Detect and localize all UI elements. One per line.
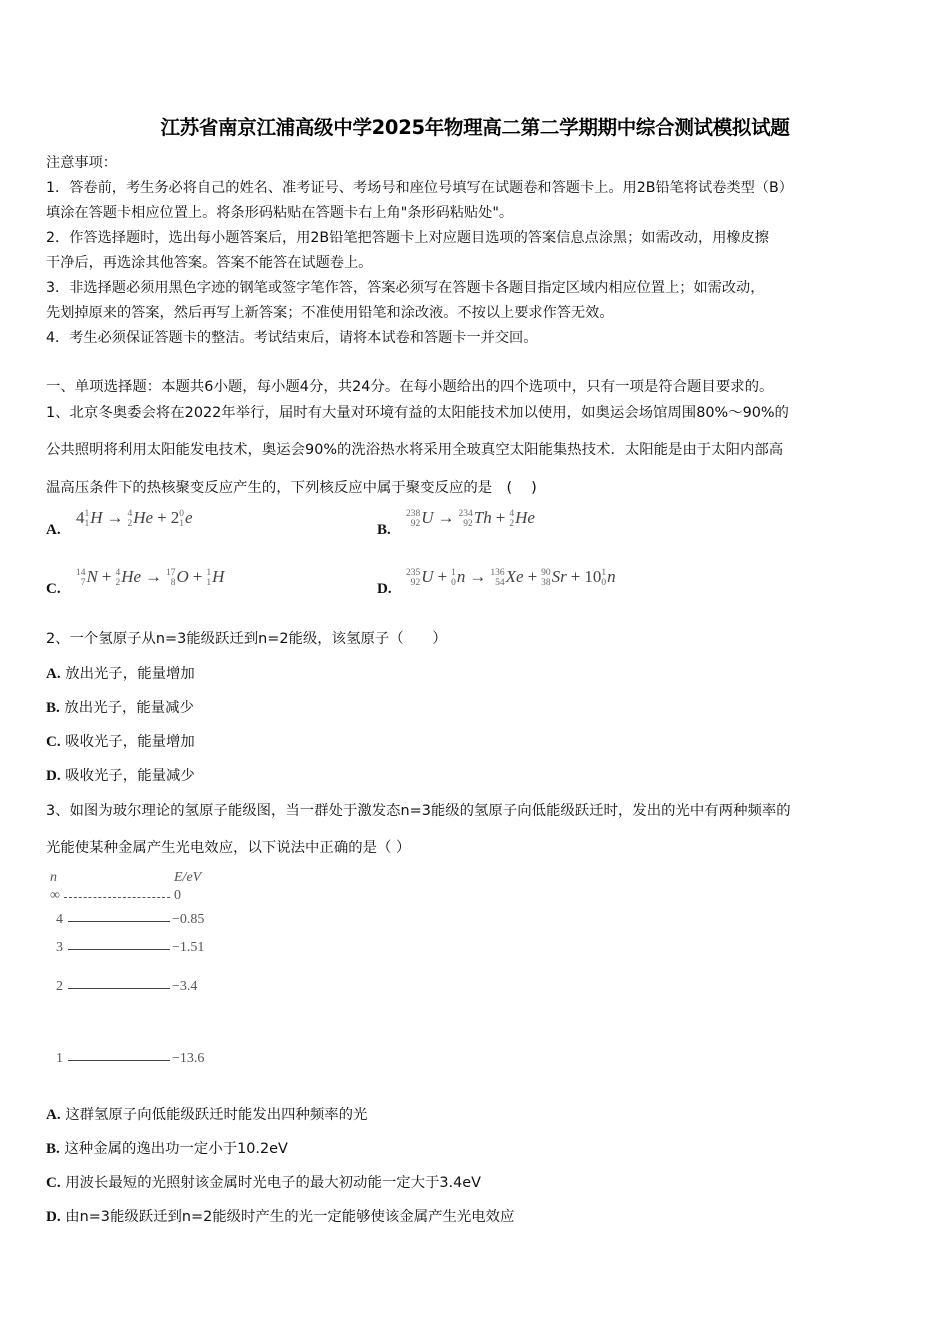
operator: +	[527, 567, 538, 586]
element-symbol: O	[176, 567, 189, 586]
element-symbol: He	[121, 567, 142, 586]
element-symbol: Xe	[505, 567, 524, 586]
operator: +	[570, 567, 581, 586]
coefficient: 2	[170, 508, 180, 527]
element-symbol: H	[90, 508, 103, 527]
option-text: 吸收光子，能量增加	[65, 734, 195, 750]
option-label: D.	[46, 768, 61, 784]
element-symbol: He	[515, 508, 535, 527]
q1-stem-line: 温高压条件下的热核聚变反应产生的，下列核反应中属于聚变反应的是 ( )	[46, 480, 537, 496]
element-symbol: U	[421, 508, 434, 527]
isotope-numbers: 136 54	[490, 568, 505, 589]
level-line-infinity	[64, 897, 170, 898]
q1-option-b-label: B.	[377, 522, 391, 538]
notice-line: 2．作答选择题时，选出每小题答案后，用2B铅笔把答题卡上对应题目选项的答案信息点涂黑；如需改动，用橡皮擦	[46, 230, 769, 246]
option-label: B.	[46, 700, 60, 716]
isotope-numbers: 0 1	[179, 509, 184, 530]
q1-option-d-equation	[406, 567, 616, 588]
level-energy-label: −0.85	[172, 912, 205, 927]
q2-option-c	[46, 730, 195, 751]
isotope-numbers: 90 38	[541, 568, 551, 589]
notice-line: 1．答卷前，考生务必将自己的姓名、准考证号、考场号和座位号填写在试题卷和答题卡上。用2B铅笔将试卷类型（B）	[46, 180, 793, 196]
q3-option-a	[46, 1103, 367, 1124]
q3-stem-line: 3、如图为玻尔理论的氢原子能级图，当一群处于激发态n=3能级的氢原子向低能级跃迁时，发出的光中有两种频率的	[46, 803, 791, 819]
level-energy-label: −3.4	[172, 979, 198, 994]
isotope-numbers: 4 2	[115, 568, 121, 589]
option-label: A.	[46, 1107, 61, 1123]
isotope-numbers: 235 92	[406, 568, 421, 589]
q1-option-c-label: C.	[46, 581, 61, 597]
element-symbol: e	[184, 508, 193, 527]
option-label: C.	[46, 1175, 61, 1191]
energy-level-diagram	[46, 868, 236, 1073]
level-energy-label: −1.51	[172, 940, 205, 955]
q1-option-a-equation	[76, 508, 193, 529]
operator: +	[157, 508, 167, 527]
notice-line: 3．非选择题必须用黑色字迹的钢笔或签字笔作答，答案必须写在答题卡各题目指定区域内相应位置上；如需改动，	[46, 280, 765, 296]
level-n-label: 2	[56, 979, 63, 994]
notice-heading: 注意事项：	[46, 155, 117, 171]
q1-option-a-label: A.	[46, 522, 61, 538]
level-line-4	[68, 921, 170, 922]
isotope-numbers: 1 0	[601, 568, 607, 589]
coefficient: 4	[76, 508, 85, 527]
level-n-label: 3	[56, 940, 63, 955]
level-energy-label: 0	[174, 888, 181, 903]
element-symbol: Sr	[551, 567, 567, 586]
q3-option-c	[46, 1171, 481, 1192]
page-title: 江苏省南京江浦高级中学2025年物理高二第二学期期中综合测试模拟试题	[160, 116, 790, 139]
q3-option-b	[46, 1137, 288, 1158]
option-text: 放出光子，能量减少	[64, 700, 194, 716]
option-label: C.	[46, 734, 61, 750]
level-n-label: ∞	[50, 888, 60, 903]
option-text: 这种金属的逸出功一定小于10.2eV	[64, 1141, 288, 1157]
q3-stem-line: 光能使某种金属产生光电效应，以下说法中正确的是（ ）	[46, 840, 411, 856]
isotope-numbers: 4 2	[127, 509, 133, 530]
option-text: 放出光子，能量增加	[65, 666, 195, 682]
isotope-numbers: 4 2	[509, 509, 515, 530]
q2-stem: 2、一个氢原子从n=3能级跃迁到n=2能级，该氢原子（ ）	[46, 631, 447, 647]
q1-stem-line: 公共照明将利用太阳能发电技术，奥运会90%的洗浴热水将采用全玻真空太阳能集热技术．太阳能是由于太阳内部高	[46, 442, 784, 458]
isotope-numbers: 1 0	[451, 568, 456, 589]
section-heading: 一、单项选择题：本题共6小题，每小题4分，共24分。在每小题给出的四个选项中，只有一项是符合题目要求的。	[46, 379, 774, 395]
element-symbol: H	[212, 567, 225, 586]
operator: →	[437, 508, 455, 527]
axis-label-n: n	[50, 870, 57, 885]
operator: +	[495, 508, 506, 527]
option-text: 由n=3能级跃迁到n=2能级时产生的光一定能够使该金属产生光电效应	[65, 1209, 515, 1225]
element-symbol: n	[607, 567, 616, 586]
q1-option-b-equation	[406, 508, 535, 529]
q2-option-a	[46, 662, 195, 683]
q2-option-d	[46, 764, 195, 785]
option-label: D.	[46, 1209, 61, 1225]
isotope-numbers: 1 1	[84, 509, 90, 530]
level-energy-label: −13.6	[172, 1051, 205, 1066]
operator: +	[101, 567, 112, 586]
operator: →	[145, 567, 163, 586]
q1-stem-line: 1、北京冬奥委会将在2022年举行，届时有大量对环境有益的太阳能技术加以使用，如奥运会场馆周围80%～90%的	[46, 405, 789, 421]
operator: +	[437, 567, 448, 586]
axis-label-energy: E/eV	[174, 870, 202, 885]
notice-line: 干净后，再选涂其他答案。答案不能答在试题卷上。	[46, 255, 373, 271]
isotope-numbers: 238 92	[406, 509, 421, 530]
level-line-3	[68, 949, 170, 950]
isotope-numbers: 17 8	[166, 568, 176, 589]
isotope-numbers: 14 7	[76, 568, 86, 589]
notice-line: 4．考生必须保证答题卡的整洁。考试结束后，请将本试卷和答题卡一并交回。	[46, 330, 538, 346]
level-n-label: 4	[56, 912, 63, 927]
coefficient: 10	[584, 567, 602, 586]
notice-section	[46, 151, 916, 351]
element-symbol: Th	[473, 508, 492, 527]
operator: +	[192, 567, 203, 586]
q3-option-d	[46, 1205, 514, 1226]
q1-option-c-equation	[76, 567, 224, 588]
option-label: B.	[46, 1141, 60, 1157]
operator: →	[469, 567, 487, 586]
level-line-2	[68, 988, 170, 989]
notice-line: 填涂在答题卡相应位置上。将条形码粘贴在答题卡右上角"条形码粘贴处"。	[46, 205, 514, 221]
option-text: 吸收光子，能量减少	[65, 768, 195, 784]
level-line-1	[68, 1060, 170, 1061]
option-text: 用波长最短的光照射该金属时光电子的最大初动能一定大于3.4eV	[65, 1175, 481, 1191]
notice-line: 先划掉原来的答案，然后再写上新答案；不准使用铅笔和涂改液。不按以上要求作答无效。	[46, 305, 614, 321]
option-label: A.	[46, 666, 61, 682]
isotope-numbers: 234 92	[458, 509, 473, 530]
q1-option-d-label: D.	[377, 581, 392, 597]
option-text: 这群氢原子向低能级跃迁时能发出四种频率的光	[65, 1107, 368, 1123]
level-n-label: 1	[56, 1051, 63, 1066]
element-symbol: N	[86, 567, 98, 586]
q2-option-b	[46, 696, 194, 717]
element-symbol: He	[133, 508, 154, 527]
operator: →	[106, 508, 124, 527]
isotope-numbers: 1 1	[206, 568, 212, 589]
element-symbol: U	[421, 567, 434, 586]
element-symbol: n	[456, 567, 466, 586]
